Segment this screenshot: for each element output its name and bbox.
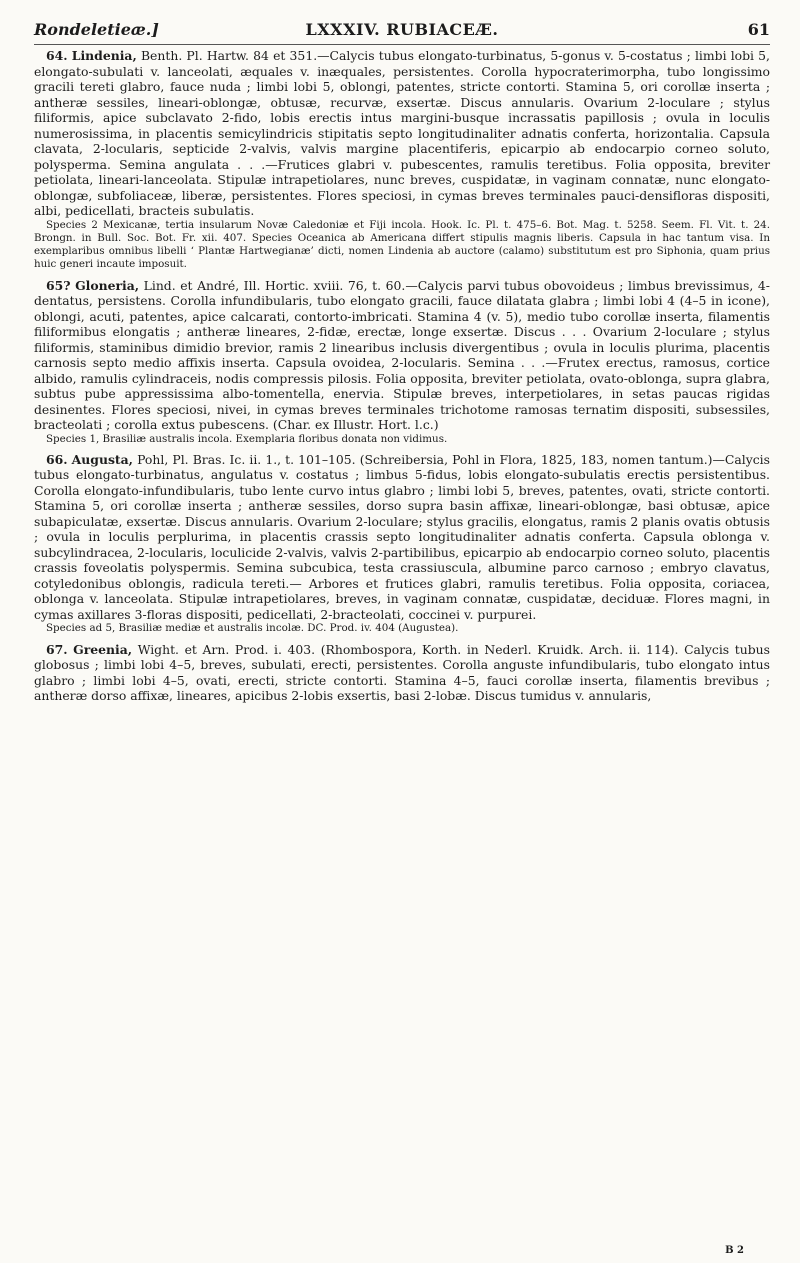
genus-name: Gloneria, bbox=[75, 277, 140, 293]
running-head bbox=[34, 20, 770, 45]
section-label: Rondeletieæ.] bbox=[34, 20, 159, 39]
genus-name: Lindenia, bbox=[71, 48, 137, 63]
printer-signature: B 2 bbox=[725, 1245, 744, 1256]
page-body bbox=[34, 48, 770, 704]
genus-entry-lindenia: 64. Lindenia, Benth. Pl. Hartw. 84 et 351.—Calycis tubus elongato-turbinatus, 5-gonus v. 5-costatus ; limbi lobi 5, elongato-subulati v. lanceolati, æquales v. inæquales, persistentes. Corolla hypocraterimorpha, tubo longissimo gracili tereti glabro, fauce nuda ; limbi lobi 5, oblongi, patentes, stricte contorti. Stamina 5, ori corollæ inserta ; antheræ sessiles, lineari-oblongæ, obtusæ, recurvæ, exsertæ. Discus annularis. Ovarium 2-loculare ; stylus filiformis, apice subclavato 2-fido, lobis erectis intus margini-busque incrassatis papillosis ; ovula in loculis numerosissima, in placentis semicylindricis stipitatis septo longitudinaliter adnatis conferta, horizontalia. Capsula clavata, 2-locularis, septicide 2-valvis, valvis margine placentiferis, epicarpio ab endocarpio corneo soluto, polysperma. Semina angulata . . .—Frutices glabri v. pubescentes, ramulis teretibus. Folia opposita, breviter petiolata, lineari-lanceolata. Stipulæ intrapetiolares, nunc breves, cuspidatæ, in vaginam connatæ, nunc elongato-oblongæ, subfoliaceæ, liberæ, persistentes. Flores speciosi, in cymas breves terminales pauci-densifloras dispositi, albi, pedicellati, bracteis subulatis. bbox=[34, 48, 770, 218]
genus-description: Benth. Pl. Hartw. 84 et 351.—Calycis tubus elongato-turbinatus, 5-gonus v. 5-costatus ; limbi lobi 5, elongato-subulati v. lanceolati, æquales v. inæquales, persistentes. Corolla hypocraterimorpha, tubo longissimo gracili tereti glabro, fauce nuda ; limbi lobi 5, oblongi, patentes, stricte contorti. Stamina 5, ori corollæ inserta ; antheræ sessiles, lineari-oblongæ, obtusæ, recurvæ, exsertæ. Discus annularis. Ovarium 2-loculare ; stylus filiformis, apice subclavato 2-fido, lobis erectis intus margini-busque incrassatis papillosis ; ovula in loculis numerosissima, in placentis semicylindricis stipitatis septo longitudinaliter adnatis conferta, horizontalia. Capsula clavata, 2-locularis, septicide 2-valvis, valvis margine placentiferis, epicarpio ab endocarpio corneo soluto, polysperma. Semina angulata . . .—Frutices glabri v. pubescentes, ramulis teretibus. Folia opposita, breviter petiolata, lineari-lanceolata. Stipulæ intrapetiolares, nunc breves, cuspidatæ, in vaginam connatæ, nunc elongato-oblongæ, subfoliaceæ, liberæ, persistentes. Flores speciosi, in cymas breves terminales pauci-densifloras dispositi, albi, pedicellati, bracteis subulatis. bbox=[34, 48, 770, 218]
species-note: Species ad 5, Brasiliæ mediæ et australis incolæ. DC. Prod. iv. 404 (Augustea). bbox=[46, 622, 459, 635]
family-title: LXXXIV. RUBIACEÆ. bbox=[305, 20, 499, 39]
species-note: Species 1, Brasiliæ australis incola. Exemplaria floribus donata non vidimus. bbox=[46, 432, 448, 445]
genus-name: Augusta, bbox=[71, 451, 133, 467]
genus-description: Pohl, Pl. Bras. Ic. ii. 1., t. 101–105. (Schreibersia, Pohl in Flora, 1825, 183, nomen tantum.)—Calycis tubus elongato-turbinatus, angulatus v. costatus ; limbus 5-fidus, lobis elongato-subulatis erectis persistentibus. Corolla elongato-infundibularis, tubo lente curvo intus glabro ; limbi lobi 5, breves, patentes, ovati, stricte contorti. Stamina 5, ori corollæ inserta ; antheræ sessiles, dorso supra basin affixæ, lineari-oblongæ, basi obtusæ, apice subapiculatæ, exsertæ. Discus annularis. Ovarium 2-loculare; stylus gracilis, elongatus, ramis 2 planis ovatis obtusis ; ovula in loculis perplurima, in placentis crassis septo longitudinaliter adnatis conferta. Capsula oblonga v. subcylindracea, 2-locularis, loculicide 2-valvis, valvis 2-partibilibus, epicarpio ab endocarpio corneo soluto, placentis crassis foveolatis polyspermis. Semina subcubica, testa crassiuscula, albumine parco carnoso ; embryo clavatus, cotyledonibus oblongis, radicula tereti.— Arbores et frutices glabri, ramulis teretibus. Folia opposita, coriacea, oblonga v. lanceolata. Stipulæ intrapetiolares, breves, in vaginam connatæ, cuspidatæ, deciduæ. Flores magni, in cymas axillares 3-floras dispositi, pedicellati, 2-bracteolati, coccinei v. purpurei. bbox=[34, 451, 770, 622]
genus-description: Wight. et Arn. Prod. i. 403. (Rhombospora, Korth. in Nederl. Kruidk. Arch. ii. 114). Calycis tubus globosus ; limbi lobi 4–5, breves, subulati, erecti, persistentes. Corolla anguste infundibularis, tubo elongato intus glabro ; limbi lobi 4–5, ovati, erecti, stricte contorti. Stamina 4–5, fauci corollæ inserta, filamentis brevibus ; antheræ dorso affixæ, lineares, apicibus 2-lobis exsertis, basi 2-lobæ. Discus tumidus v. annularis, bbox=[34, 641, 770, 704]
genus-description: Lind. et André, Ill. Hortic. xviii. 76, t. 60.—Calycis parvi tubus obovoideus ; limbus brevissimus, 4-dentatus, persistens. Corolla infundibularis, tubo elongato gracili, fauce dilatata glabra ; limbi lobi 4 (4–5 in icone), oblongi, acuti, patentes, apice calcarati, contorto-imbricati. Stamina 4 (v. 5), medio tubo corollæ inserta, filamentis filiformibus elongatis ; antheræ lineares, 2-fidæ, erectæ, longe exsertæ. Discus . . . Ovarium 2-loculare ; stylus filiformis, staminibus dimidio brevior, ramis 2 linearibus inclusis divergentibus ; ovula in loculis plurima, placentis carnosis septo medio affixis inserta. Capsula ovoidea, 2-locularis. Semina . . .—Frutex erectus, ramosus, cortice albido, ramulis cylindraceis, nodis compressis pilosis. Folia opposita, breviter petiolata, ovato-oblonga, supra glabra, subtus pube appressissima albo-tomentella, enervia. Stipulæ breves, interpetiolares, in setas paucas rigidas desinentes. Flores speciosi, nivei, in cymas breves terminales trichotome ramosas ternatim dispositi, subsessiles, bracteolati ; corolla extus pubescens. (Char. ex Illustr. Hort. l.c.) bbox=[34, 277, 770, 433]
page-number: 61 bbox=[747, 20, 770, 39]
genus-entry-gloneria: 65? Gloneria, Lind. et André, Ill. Hortic. xviii. 76, t. 60.—Calycis parvi tubus obovoideus ; limbus brevissimus, 4-dentatus, persistens. Corolla infundibularis, tubo elongato gracili, fauce dilatata glabra ; limbi lobi 4 (4–5 in icone), oblongi, acuti, patentes, apice calcarati, contorto-imbricati. Stamina 4 (v. 5), medio tubo corollæ inserta, filamentis filiformibus elongatis ; antheræ lineares, 2-fidæ, erectæ, longe exsertæ. Discus . . . Ovarium 2-loculare ; stylus filiformis, staminibus dimidio brevior, ramis 2 linearibus inclusis divergentibus ; ovula in loculis plurima, placentis carnosis septo medio affixis inserta. Capsula ovoidea, 2-locularis. Semina . . .—Frutex erectus, ramosus, cortice albido, ramulis cylindraceis, nodis compressis pilosis. Folia opposita, breviter petiolata, ovato-oblonga, supra glabra, subtus pube appressissima albo-tomentella, enervia. Stipulæ breves, interpetiolares, in setas paucas rigidas desinentes. Flores speciosi, nivei, in cymas breves terminales trichotome ramosas ternatim dispositi, subsessiles, bracteolati ; corolla extus pubescens. (Char. ex Illustr. Hort. l.c.) bbox=[34, 277, 770, 433]
species-note: Species 2 Mexicanæ, tertia insularum Novæ Caledoniæ et Fiji incola. Hook. Ic. Pl. t. 475–6. Bot. Mag. t. 5258. Seem. Fl. Vit. t. 24. Brongn. in Bull. Soc. Bot. Fr. xii. 407. Species Oceanica ab Americana differt stipulis magnis liberis. Capsula in hac tantum visa. In exemplaribus omnibus libelli ‘ Plantæ Hartwegianæ’ dicti, nomen Lindenia ab auctore (calamo) substitutum est pro Siphonia, quam prius huic generi incaute imposuit. bbox=[34, 218, 770, 271]
genus-entry-augusta: 66. Augusta, Pohl, Pl. Bras. Ic. ii. 1., t. 101–105. (Schreibersia, Pohl in Flora, 1825, 183, nomen tantum.)—Calycis tubus elongato-turbinatus, angulatus v. costatus ; limbus 5-fidus, lobis elongato-subulatis erectis persistentibus. Corolla elongato-infundibularis, tubo lente curvo intus glabro ; limbi lobi 5, breves, patentes, ovati, stricte contorti. Stamina 5, ori corollæ inserta ; antheræ sessiles, dorso supra basin affixæ, lineari-oblongæ, basi obtusæ, apice subapiculatæ, exsertæ. Discus annularis. Ovarium 2-loculare; stylus gracilis, elongatus, ramis 2 planis ovatis obtusis ; ovula in loculis perplurima, in placentis crassis septo longitudinaliter adnatis conferta. Capsula oblonga v. subcylindracea, 2-locularis, loculicide 2-valvis, valvis 2-partibilibus, epicarpio ab endocarpio corneo soluto, placentis crassis foveolatis polyspermis. Semina subcubica, testa crassiuscula, albumine parco carnoso ; embryo clavatus, cotyledonibus oblongis, radicula tereti.— Arbores et frutices glabri, ramulis teretibus. Folia opposita, coriacea, oblonga v. lanceolata. Stipulæ intrapetiolares, breves, in vaginam connatæ, cuspidatæ, deciduæ. Flores magni, in cymas axillares 3-floras dispositi, pedicellati, 2-bracteolati, coccinei v. purpurei. bbox=[34, 451, 770, 622]
genus-entry-greenia: 67. Greenia, Wight. et Arn. Prod. i. 403. (Rhombospora, Korth. in Nederl. Kruidk. Arch. ii. 114). Calycis tubus globosus ; limbi lobi 4–5, breves, subulati, erecti, persistentes. Corolla anguste infundibularis, tubo elongato intus glabro ; limbi lobi 4–5, ovati, erecti, stricte contorti. Stamina 4–5, fauci corollæ inserta, filamentis brevibus ; antheræ dorso affixæ, lineares, apicibus 2-lobis exsertis, basi 2-lobæ. Discus tumidus v. annularis, bbox=[34, 641, 770, 704]
genus-name: Greenia, bbox=[73, 641, 133, 657]
